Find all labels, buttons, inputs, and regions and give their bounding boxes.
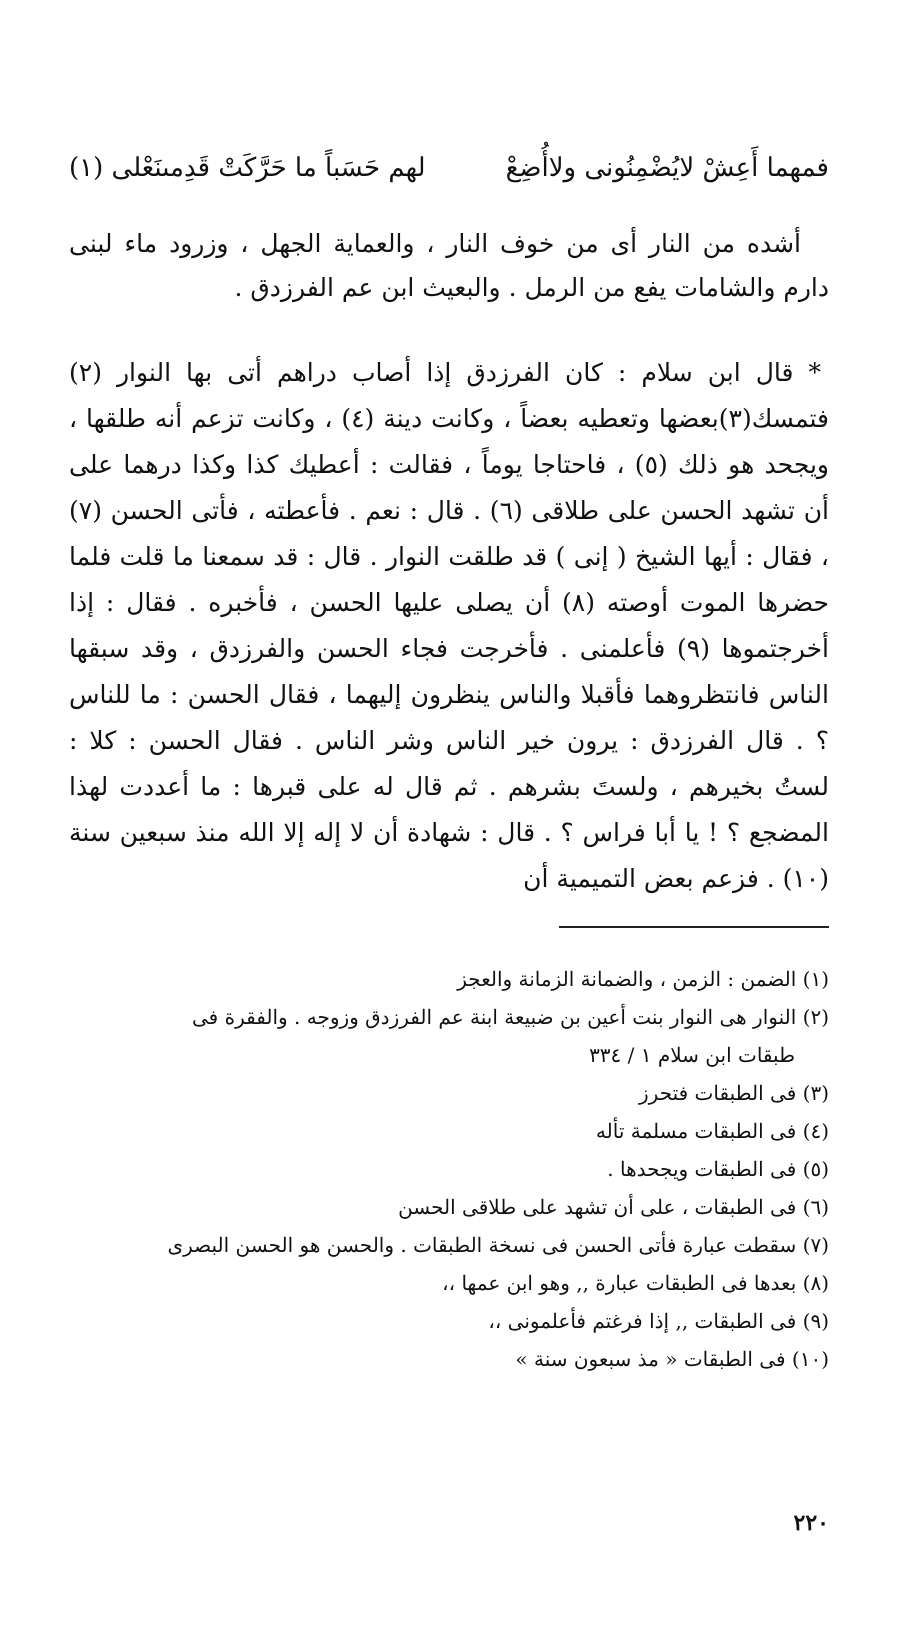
footnote-3 [69, 1074, 829, 1112]
footnote-10 [69, 1340, 829, 1378]
footnote-text: (٩) فى الطبقات ,, إذا فرغتم فأعلمونى ،، [488, 1309, 829, 1333]
footnote-text: (١) الضمن : الزمن ، والضمانة الزمانة والعجز [457, 967, 829, 991]
verse-first-hemistich: فمهما أَعِشْ لايُضْمِنُونى ولاأُضِعْ [505, 153, 829, 183]
footnote-text: (٦) فى الطبقات ، على أن تشهد على طلاقى الحسن [398, 1195, 829, 1219]
footnote-4 [69, 1112, 829, 1150]
footnote-6 [69, 1188, 829, 1226]
footnote-5 [69, 1150, 829, 1188]
footnote-1 [69, 960, 829, 998]
footnote-text: (١٠) فى الطبقات « مذ سبعون سنة » [515, 1347, 829, 1371]
footnote-separator [559, 926, 829, 928]
footnote-7 [69, 1226, 829, 1264]
footnote-text-continued: طبقات ابن سلام ١ / ٣٣٤ [589, 1043, 795, 1067]
main-paragraph: * قال ابن سلام : كان الفرزدق إذا أصاب دراهم أتى بها النوار (٢) فتمسك(٣)بعضها وتعطيه بعضاً ، وكانت دينة (٤) ، وكانت تزعم أنه طلقها ، ويجحد هو ذلك (٥) ، فاحتاجا يوماً ، فقالت : أعطيك كذا وكذا درهما على أن تشهد الحسن على طلاقى (٦) . قال : نعم . فأعطته ، فأتى الحسن (٧) ، فقال : أيها الشيخ ( إنى ) قد طلقت النوار . قال : قد سمعنا ما قلت فلما حضرها الموت أوصته (٨) أن يصلى عليها الحسن ، فأخبره . فقال : إذا أخرجتموها (٩) فأعلمنى . فأخرجت فجاء الحسن والفرزدق ، وقد سبقها الناس فانتظروهما فأقبلا والناس ينظرون إليهما ، فقال الحسن : ما للناس ؟ . قال الفرزدق : يرون خير الناس وشر الناس . فقال الحسن : كلا : لستُ بخيرهم ، ولستَ بشرهم . ثم قال له على قبرها : ما أعددت لهذا المضجع ؟ ! يا أبا فراس ؟ . قال : شهادة أن لا إله إلا الله منذ سبعين سنة (١٠) . فزعم بعض التميمية أن [69, 358, 830, 893]
footnote-text: (٧) سقطت عبارة فأتى الحسن فى نسخة الطبقات . والحسن هو الحسن البصرى [167, 1233, 829, 1257]
poem-verse [69, 148, 829, 188]
verse-gloss: أشده من النار أى من خوف النار ، والعماية الجهل ، وزرود ماء لبنى دارم والشامات يفع من الرمل . والبعيث ابن عم الفرزدق . [69, 229, 829, 302]
footnote-text: (٤) فى الطبقات مسلمة تأله [595, 1119, 829, 1143]
footnote-9 [69, 1302, 829, 1340]
footnote-text: (٢) النوار هى النوار بنت أعين بن ضبيعة ابنة عم الفرزدق وزوجه . والفقرة فى [192, 1005, 829, 1029]
verse-second-hemistich: لهم حَسَباً ما حَرَّكَتْ قَدِمىنَعْلى (١) [69, 153, 426, 183]
footnote-text: (٣) فى الطبقات فتحرز [639, 1081, 829, 1105]
footnote-text: (٥) فى الطبقات ويجحدها . [607, 1157, 829, 1181]
footnote-text: (٨) بعدها فى الطبقات عبارة ,, وهو ابن عمها ،، [442, 1271, 829, 1295]
footnote-8 [69, 1264, 829, 1302]
footnote-2 [69, 998, 829, 1074]
page-number: ٢٢٠ [793, 1510, 829, 1536]
footnotes [69, 960, 829, 1378]
